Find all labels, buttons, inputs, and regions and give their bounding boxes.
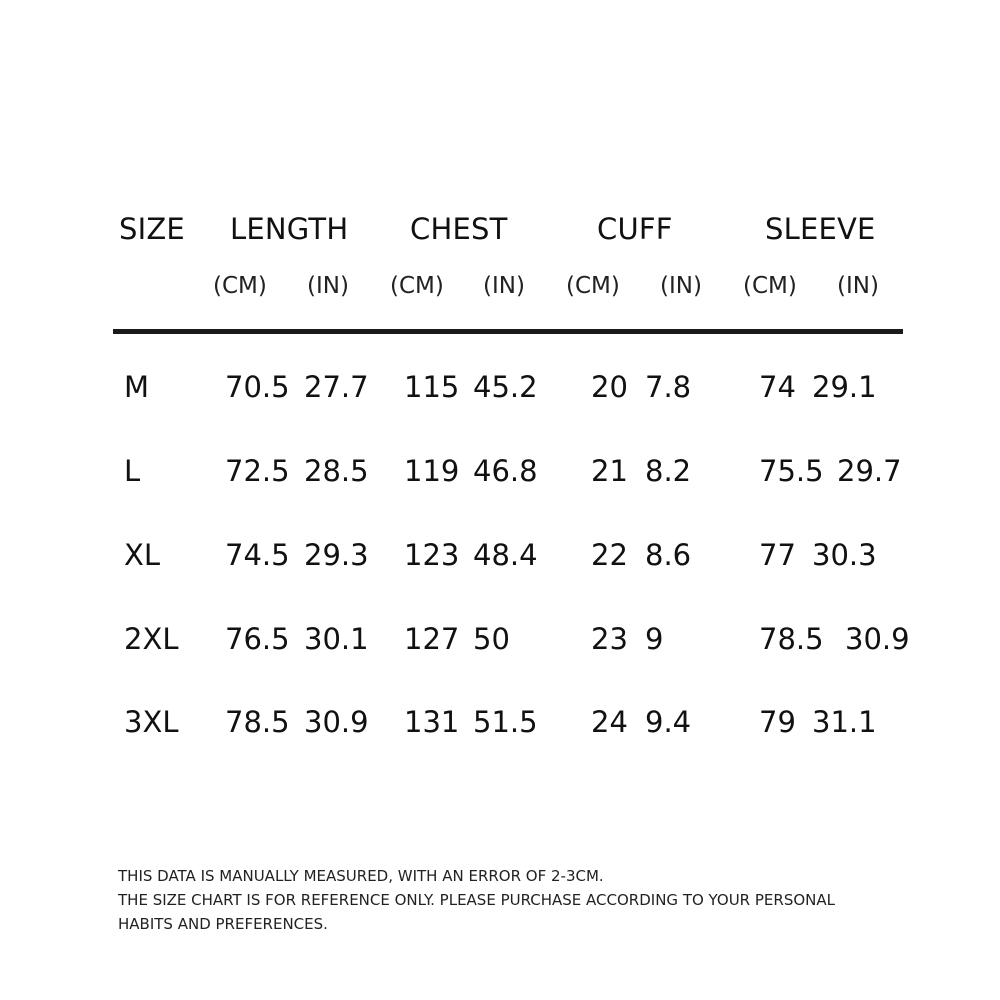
unit-chest-cm: (CM): [390, 273, 444, 299]
cell-length-cm: 76.5: [225, 622, 290, 656]
cell-size: L: [124, 454, 141, 488]
cell-length-cm: 72.5: [225, 454, 290, 488]
unit-cuff-cm: (CM): [566, 273, 620, 299]
footnote-line-2: THE SIZE CHART IS FOR REFERENCE ONLY. PLEASE PURCHASE ACCORDING TO YOUR PERSONAL: [118, 891, 835, 909]
cell-chest-in: 46.8: [473, 454, 538, 488]
cell-chest-cm: 127: [404, 622, 460, 656]
cell-size: 3XL: [124, 705, 179, 739]
cell-cuff-cm: 24: [591, 705, 628, 739]
cell-sleeve-in: 29.7: [837, 454, 902, 488]
cell-length-cm: 70.5: [225, 370, 290, 404]
header-sleeve: SLEEVE: [765, 212, 876, 246]
cell-cuff-cm: 20: [591, 370, 628, 404]
cell-length-in: 27.7: [304, 370, 369, 404]
cell-sleeve-cm: 77: [759, 538, 796, 572]
cell-cuff-in: 9.4: [645, 705, 692, 739]
cell-chest-in: 51.5: [473, 705, 538, 739]
cell-sleeve-cm: 78.5: [759, 622, 824, 656]
cell-sleeve-in: 30.3: [812, 538, 877, 572]
unit-sleeve-in: (IN): [837, 273, 879, 299]
cell-length-in: 29.3: [304, 538, 369, 572]
footnote-line-3: HABITS AND PREFERENCES.: [118, 915, 328, 933]
header-length: LENGTH: [230, 212, 349, 246]
header-chest: CHEST: [410, 212, 508, 246]
cell-cuff-cm: 23: [591, 622, 628, 656]
cell-length-in: 30.9: [304, 705, 369, 739]
cell-length-in: 28.5: [304, 454, 369, 488]
cell-chest-cm: 123: [404, 538, 460, 572]
unit-sleeve-cm: (CM): [743, 273, 797, 299]
cell-cuff-in: 7.8: [645, 370, 692, 404]
cell-sleeve-cm: 75.5: [759, 454, 824, 488]
unit-chest-in: (IN): [483, 273, 525, 299]
cell-sleeve-in: 29.1: [812, 370, 877, 404]
cell-sleeve-in: 30.9: [845, 622, 910, 656]
unit-length-in: (IN): [307, 273, 349, 299]
cell-size: M: [124, 370, 150, 404]
cell-chest-cm: 119: [404, 454, 460, 488]
cell-cuff-in: 8.6: [645, 538, 692, 572]
cell-cuff-cm: 22: [591, 538, 628, 572]
cell-chest-cm: 115: [404, 370, 460, 404]
cell-length-in: 30.1: [304, 622, 369, 656]
cell-chest-in: 50: [473, 622, 510, 656]
cell-cuff-cm: 21: [591, 454, 628, 488]
unit-length-cm: (CM): [213, 273, 267, 299]
cell-length-cm: 78.5: [225, 705, 290, 739]
header-size: SIZE: [119, 212, 185, 246]
cell-cuff-in: 9: [645, 622, 664, 656]
footnote-line-1: THIS DATA IS MANUALLY MEASURED, WITH AN ERROR OF 2-3CM.: [118, 867, 604, 885]
cell-size: XL: [124, 538, 161, 572]
cell-size: 2XL: [124, 622, 179, 656]
cell-sleeve-cm: 74: [759, 370, 796, 404]
cell-chest-in: 48.4: [473, 538, 538, 572]
cell-length-cm: 74.5: [225, 538, 290, 572]
cell-chest-in: 45.2: [473, 370, 538, 404]
cell-cuff-in: 8.2: [645, 454, 692, 488]
cell-sleeve-cm: 79: [759, 705, 796, 739]
unit-cuff-in: (IN): [660, 273, 702, 299]
cell-chest-cm: 131: [404, 705, 460, 739]
header-cuff: CUFF: [597, 212, 673, 246]
cell-sleeve-in: 31.1: [812, 705, 877, 739]
header-divider: [113, 329, 903, 334]
